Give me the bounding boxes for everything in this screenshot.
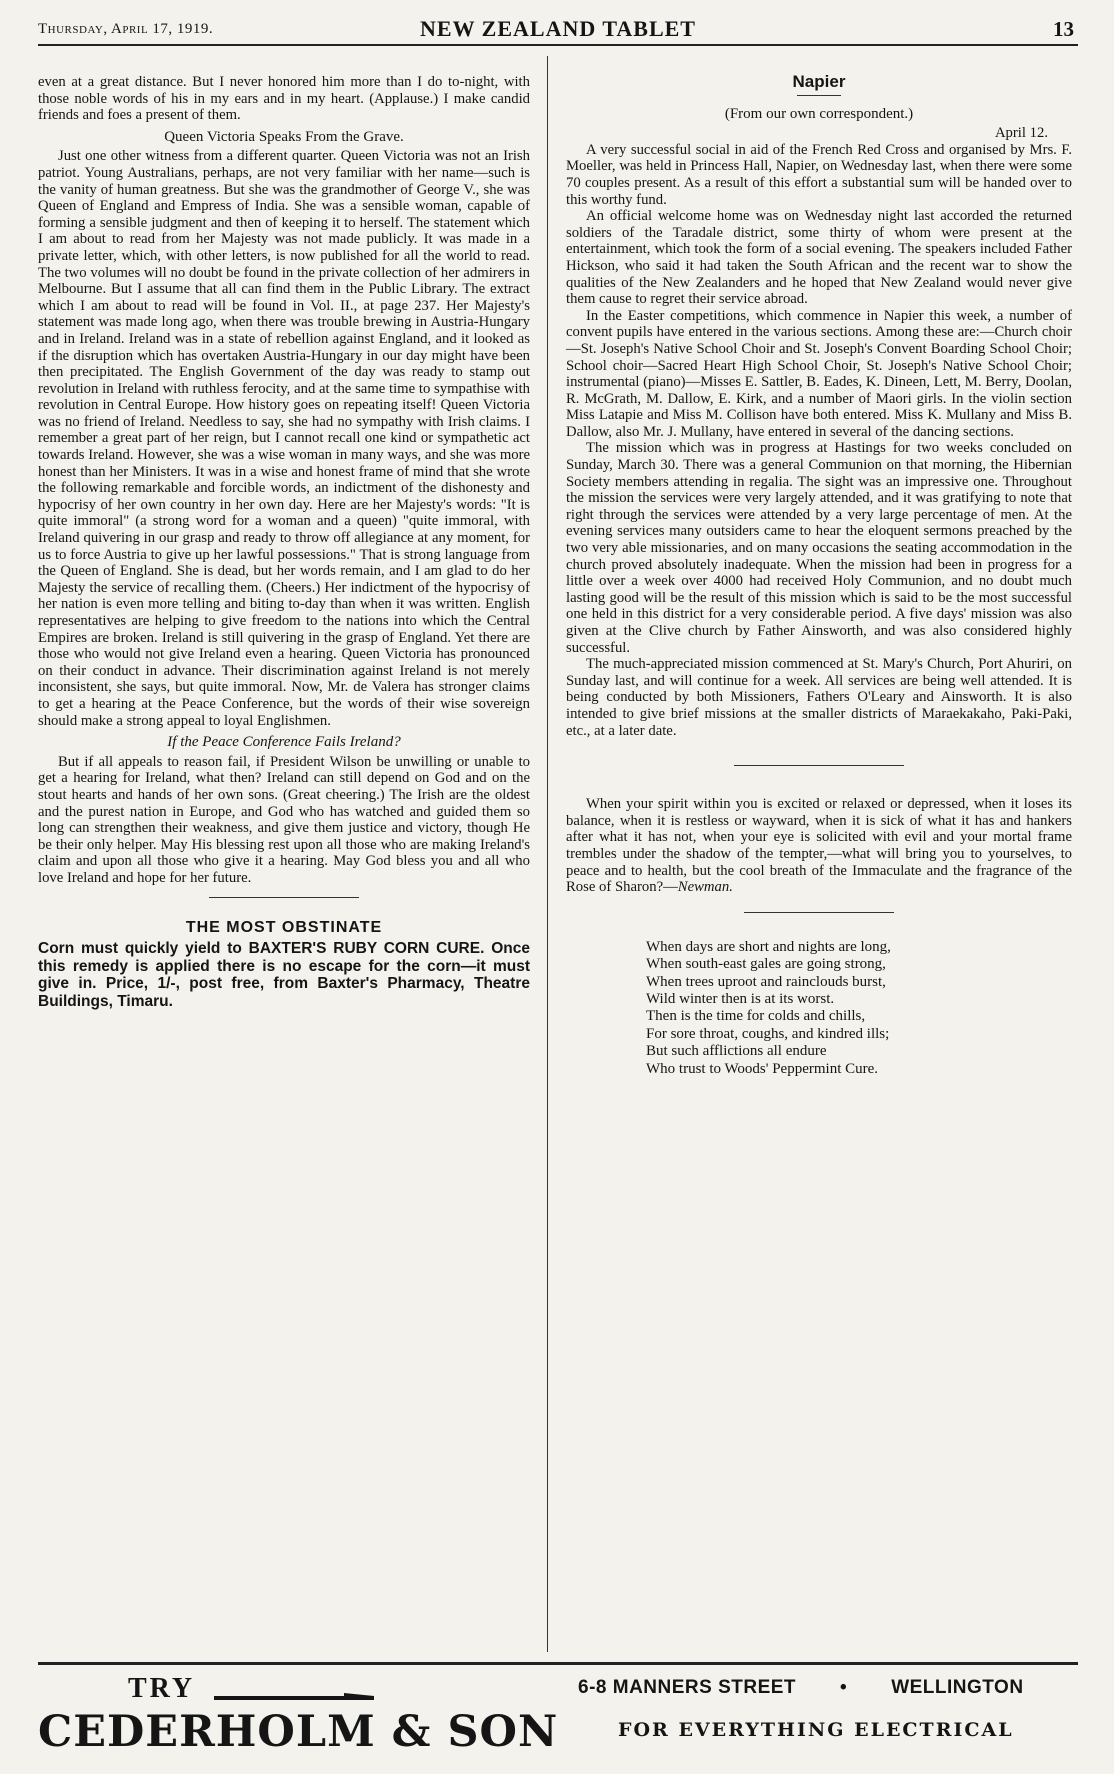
section-heading-peace-conference: If the Peace Conference Fails Ireland? [167,734,401,751]
newspaper-title: NEW ZEALAND TABLET [420,16,696,41]
napier-paragraph-4: The mission which was in progress at Hastings for two weeks concluded on Sunday, March 30. There was a general Communion on that morning, the Hibernian Society members attending in regalia. The sight was an impressive one. Throughout the mission the services were very largely attended, and it was gratifying to note that right through the services were attended by a very large percentage of men. At the evening services many outsiders came to hear the eloquent sermons preached by the two very able missionaries, and on many occasions the seating accommodation in the church proved absolutely inadequate. When the mission had been in progress for a little over a week over 4000 had received Holy Communion, and no doubt much lasting good will be the result of this mission which is said to be the most successful one held in this district for a very considerable period. A five days' mission was also given at the Clive church by Father Ainsworth, and was also considered highly successful. [566,440,1072,656]
divider [744,912,894,913]
speech-paragraph-2: Just one other witness from a different quarter. Queen Victoria was not an Irish patriot. Young Australians, perhaps, are not very familiar with her name—such is the vanity of human greatness. But she was the grandmother of George V., she was Queen of England and Empress of India. She was a sensible woman, capable of forming a sensible judgment and then of keeping it to herself. The statement which I am about to read from her Majesty was not made publicly. It was made in a private letter, which, with other letters, is now published for all the world to read. The two volumes will no doubt be found in the private collection of her admirers in Melbourne. But I assume that all can find them in the Public Library. The extract which I am about to read will be found in Vol. II., at page 237. Her Majesty's statement was made long ago, when there was trouble brewing in Austria-Hungary and in Ireland. Ireland was in a state of rebellion against England, and it looked as if the disruption which has overtaken Austria-Hungary in our day might have been then precipitated. The English Government of the day was ready to stamp out revolution in Ireland with ruthless ferocity, and at the same time to sympathise with revolution in Central Europe. How history goes on repeating itself! Queen Victoria was no friend of Ireland. Needless to say, she had no sympathy with Irish claims. I remember a great part of her reign, but I cannot recall one kind or sympathetic act towards Ireland. However, she was a wise woman in many ways, and she was more honest than her Ministers. It was in a wise and honest frame of mind that she wrote the following remarkable and forcible words, an indictment of the dishonesty and hypocrisy of her own country in her own day. Here are her Majesty's words: "It is quite immoral" (a strong word for a woman and a queen) "quite immoral, with Ireland quivering in our grasp and ready to throw off allegiance at any moment, for us to force Austria to give up her lawful possessions." That is strong language from the Queen of England. She is dead, but her words remain, and I am glad to do her Majesty the service of recalling them. (Cheers.) Her indictment of the hypocrisy of her nation is even more telling and biting to-day than when it was written. English representatives are helping to give freedom to the nations into which the Central Empires are broken. Ireland is still quivering in the grasp of England. Yet there are those who would not give Ireland even a hearing. Queen Victoria has pronounced on their conduct in advance. Their discrimination against Ireland is not merely inconsistent, she says, but quite immoral. Now, Mr. de Valera has stronger claims to get a hearing at the Peace Conference, but the words of their wise sovereign should make a strong appeal to loyal Englishmen. [38,148,530,729]
left-column [38,74,530,1650]
napier-paragraph-3: In the Easter competitions, which commence in Napier this week, a number of convent pupils have entered in the various sections. Among these are:—Church choir—St. Joseph's Native School Choir and St. Joseph's Convent Boarding School Choir; School choir—Sacred Heart High School Choir, St. Joseph's Native School Choir; instrumental (piano)—Misses E. Sattler, B. Eades, K. Dineen, Lett, M. Berry, Doolan, R. McGrath, M. Dallow, E. Kirk, and a number of Maori girls. In the violin section Miss Latapie and Miss M. Collison have both entered. Miss K. Mullany and Miss B. Dallow, also Mr. J. Mullany, have entered in several of the dancing sections. [566,307,1072,440]
speech-paragraph-1: even at a great distance. But I never honored him more than I do to-night, with those noble words of his in my ears and in my heart. (Applause.) I make candid friends and foes a present of them. [38,74,530,124]
separator-dot: • [840,1677,848,1698]
section-heading-queen-victoria: Queen Victoria Speaks From the Grave. [164,128,404,145]
divider [734,765,904,766]
address-line [578,1677,1024,1699]
divider [209,897,359,898]
column-divider [547,56,548,1652]
article-title: Napier [792,72,846,91]
newman-quote [566,796,1072,896]
footer-advertisement [38,1662,1078,1765]
peppermint-cure-poem [646,939,1072,1078]
poem-line: Who trust to Woods' Peppermint Cure. [646,1060,879,1077]
page-number: 13 [1053,17,1074,41]
arrow-icon [214,1693,374,1703]
byline: (From our own correspondent.) [724,105,914,122]
dateline: April 12. [994,125,1048,142]
issue-date: Thursday, April 17, 1919. [38,21,214,37]
try-label: TRY [128,1673,196,1704]
slogan: FOR EVERYTHING ELECTRICAL [618,1719,1014,1741]
masthead [38,16,1078,46]
poem-line: When trees uproot and rainclouds burst, [646,973,886,990]
speech-paragraph-3: But if all appeals to reason fail, if President Wilson be unwilling or unable to get a hearing for Ireland, what then? Ireland can still depend on God and on the stout hearts and hands of her own sons. (Great cheering.) The Irish are the oldest and the purest nation in Europe, and God who has watched and guided them so long can strengthen their weakness, and give them justice and victory, though He be their only helper. May His blessing rest upon all those who are making Ireland's claim and upon all those who give it a hearing. May God bless you and all who love Ireland and hope for her future. [38,753,530,886]
title-rule [797,95,841,96]
poem-line: But such afflictions all endure [646,1043,827,1060]
poem-line: For sore throat, coughs, and kindred ills; [646,1025,890,1042]
poem-line: When south-east gales are going strong, [646,956,886,973]
company-name: CEDERHOLM & SON [38,1707,559,1757]
ad-title: THE MOST OBSTINATE [185,918,383,936]
right-column [566,74,1072,1078]
quote-author: Newman. [677,879,733,896]
napier-paragraph-2: An official welcome home was on Wednesday night last accorded the returned soldiers of the Taradale district, some thirty of whom were present at the entertainment, which took the form of a social evening. The speakers included Father Hickson, who said it had taken the South African and the recent war to show the qualities of the New Zealanders and he hoped that New Zealand would never give them cause to regret their service abroad. [566,208,1072,308]
poem-line: Wild winter then is at its worst. [646,990,835,1007]
poem-line: Then is the time for colds and chills, [646,1008,866,1025]
napier-paragraph-5: The much-appreciated mission commenced at St. Mary's Church, Port Ahuriri, on Sunday last, and will continue for a week. All services are being well attended. It is being conducted by both Missioners, Fathers O'Leary and Ainsworth. It is also intended to give brief missions at the smaller districts of Maraekakaho, Paki-Paki, etc., at a later date. [566,656,1072,739]
street-address: 6-8 MANNERS STREET [578,1677,797,1698]
ad-text: Corn must quickly yield to BAXTER'S RUBY CORN CURE. Once this remedy is applied there is no escape for the corn—it must give in. Price, 1/-, post free, from Baxter's Pharmacy, Theatre Buildings, Timaru. [38,940,530,1010]
poem-line: When days are short and nights are long, [646,938,891,955]
napier-paragraph-1: A very successful social in aid of the French Red Cross and organised by Mrs. F. Moeller, was held in Princess Hall, Napier, on Wednesday last, when there were some 70 couples present. As a result of this effort a substantial sum will be handed over to this worthy fund. [566,141,1072,208]
quote-text: When your spirit within you is excited or relaxed or depressed, when it loses its balance, when it is restless or wayward, when it is sick of what it has and hankers after what it has not, when your eye is solicited with evil and your mortal frame trembles under the shadow of the tempter,—what will bring you to yourselves, to peace and to health, but the cool breath of the Immaculate and the fragrance of the Rose of Sharon?— [566,796,1072,896]
city: WELLINGTON [891,1677,1024,1698]
